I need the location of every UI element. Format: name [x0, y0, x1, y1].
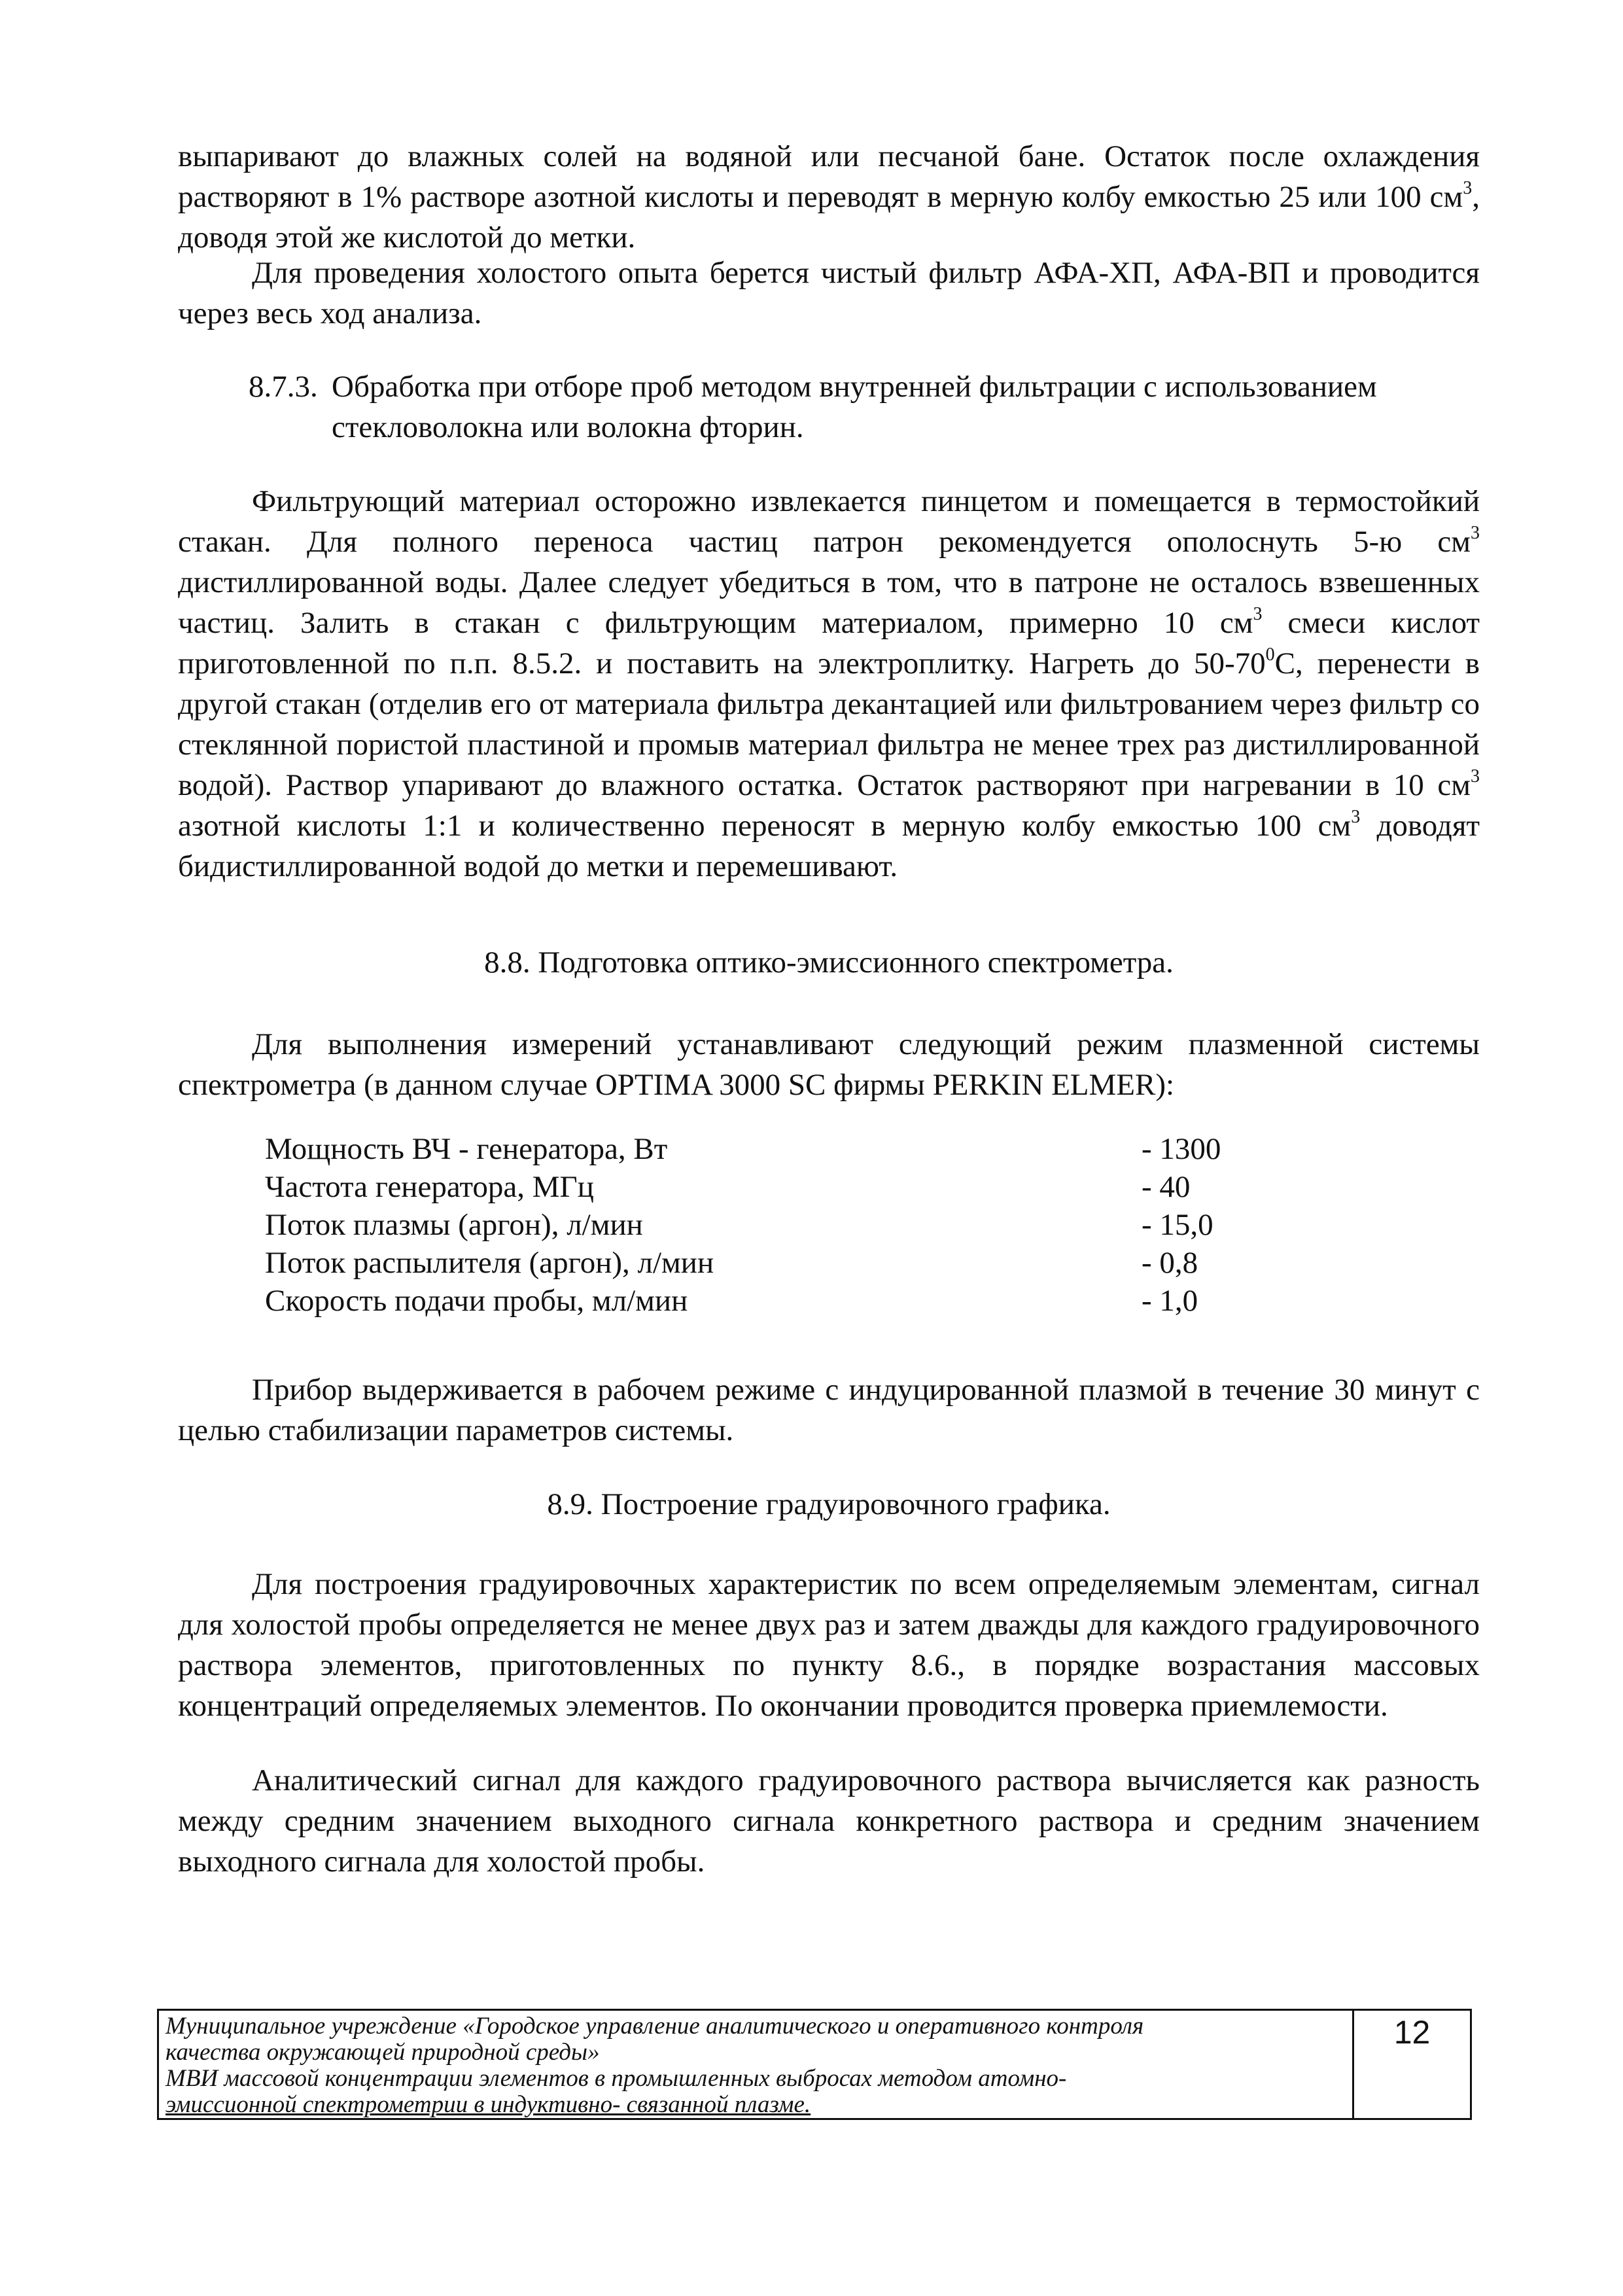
- parameter-label: Поток распылителя (аргон), л/мин: [265, 1246, 714, 1280]
- paragraph-analytical-signal: Аналитический сигнал для каждого градуировочного раствора вычисляется как разность между средним значением выходного сигнала конкретного раствора и средним значением выходного сигнала для холостой пробы.: [178, 1763, 1480, 1879]
- parameter-value: - 40: [1142, 1170, 1191, 1204]
- superscript: 3: [1351, 807, 1361, 827]
- paragraph-stabilization: Прибор выдерживается в рабочем режиме с индуцированной плазмой в течение 30 минут с целью стабилизации параметров системы.: [178, 1373, 1480, 1447]
- footer-line: Муниципальное учреждение «Городское управление аналитического и оперативного контроля: [166, 2013, 1144, 2040]
- superscript: 3: [1463, 178, 1473, 198]
- parameter-row: [265, 1244, 1272, 1282]
- parameter-value: - 0,8: [1142, 1246, 1198, 1280]
- parameter-row: [265, 1168, 1272, 1206]
- text-run: С, перенести в другой стакан (отделив его от материала фильтра декантацией или фильтрованием через фильтр со стеклянной пористой пластиной и промыв материал фильтра не менее трех раз дистиллированной водой). Раствор упаривают до влажного остатка. Остаток растворяют при нагревании в 10 см: [178, 646, 1480, 802]
- text-run: , доводя этой же кислотой до метки.: [178, 180, 1480, 255]
- text-run: выпаривают до влажных солей на водяной или песчаной бане. Остаток после охлаждения растворяют в 1% растворе азотной кислоты и переводят в мерную колбу емкостью 25 или 100 см: [178, 139, 1480, 214]
- paragraph-measurement-mode: Для выполнения измерений устанавливают следующий режим плазменной системы спектрометра (в данном случае OPTIMA 3000 SC фирмы PERKIN ELMER):: [178, 1027, 1480, 1102]
- text-run: азотной кислоты 1:1 и количественно переносят в мерную колбу емкостью 100 см: [178, 809, 1352, 843]
- text-run: смеси кислот приготовленной по п.п. 8.5.2. и поставить на электроплитку. Нагреть до 50-70: [178, 606, 1480, 680]
- superscript: 0: [1265, 645, 1275, 665]
- section-title: Обработка при отборе проб методом внутренней фильтрации с использованием стекловолокна или волокна фторин.: [332, 370, 1377, 444]
- text-run: Фильтрующий материал осторожно извлекается пинцетом и помещается в термостойкий стакан. Для полного переноса частиц патрон рекомендуется ополоснуть 5-ю см: [178, 484, 1480, 559]
- parameter-value: - 1300: [1142, 1132, 1221, 1166]
- section-heading-8-7-3: [249, 366, 1478, 448]
- parameter-value: - 1,0: [1142, 1284, 1198, 1318]
- parameter-row: [265, 1282, 1272, 1320]
- text-run: дистиллированной воды. Далее следует убедиться в том, что в патроне не осталось взвешенных частиц. Залить в стакан с фильтрующим материалом, примерно 10 см: [178, 565, 1480, 640]
- section-heading-8-8: 8.8. Подготовка оптико-эмиссионного спектрометра.: [484, 945, 1174, 980]
- superscript: 3: [1471, 523, 1480, 543]
- parameter-label: Поток плазмы (аргон), л/мин: [265, 1208, 643, 1242]
- parameter-label: Частота генератора, МГц: [265, 1170, 594, 1204]
- parameter-row: [265, 1130, 1272, 1168]
- paragraph-blank-test: Для проведения холостого опыта берется чистый фильтр АФА-ХП, АФА-ВП и проводится через весь ход анализа.: [178, 256, 1480, 330]
- section-heading-8-9: 8.9. Построение градуировочного графика.: [547, 1487, 1111, 1521]
- section-number: 8.7.3.: [249, 370, 318, 404]
- footer-text: [166, 2013, 1356, 2118]
- parameter-label: Скорость подачи пробы, мл/мин: [265, 1284, 688, 1318]
- paragraph-evaporation: [178, 136, 1480, 258]
- paragraph-filter-processing: [178, 481, 1480, 887]
- text-run: доводят бидистиллированной водой до метки и перемешивают.: [178, 809, 1480, 883]
- footer-line: МВИ массовой концентрации элементов в промышленных выбросах методом атомно-: [166, 2065, 1067, 2092]
- paragraph-calibration: Для построения градуировочных характеристик по всем определяемым элементам, сигнал для холостой пробы определяется не менее двух раз и затем дважды для каждого градуировочного раствора элементов, приготовленных по пункту 8.6., в порядке возрастания массовых концентраций определяемых элементов. По окончании проводится проверка приемлемости.: [178, 1567, 1480, 1723]
- parameters-table: [265, 1130, 1272, 1320]
- parameter-row: [265, 1206, 1272, 1244]
- parameter-value: - 15,0: [1142, 1208, 1213, 1242]
- superscript: 3: [1471, 766, 1480, 786]
- footer-box: [157, 2009, 1472, 2120]
- superscript: 3: [1253, 604, 1263, 624]
- footer-line: качества окружающей природной среды»: [166, 2039, 600, 2066]
- parameter-label: Мощность ВЧ - генератора, Вт: [265, 1132, 668, 1166]
- page-number: 12: [1352, 2011, 1470, 2118]
- footer-line: эмиссионной спектрометрии в индуктивно- связанной плазме.: [166, 2091, 811, 2118]
